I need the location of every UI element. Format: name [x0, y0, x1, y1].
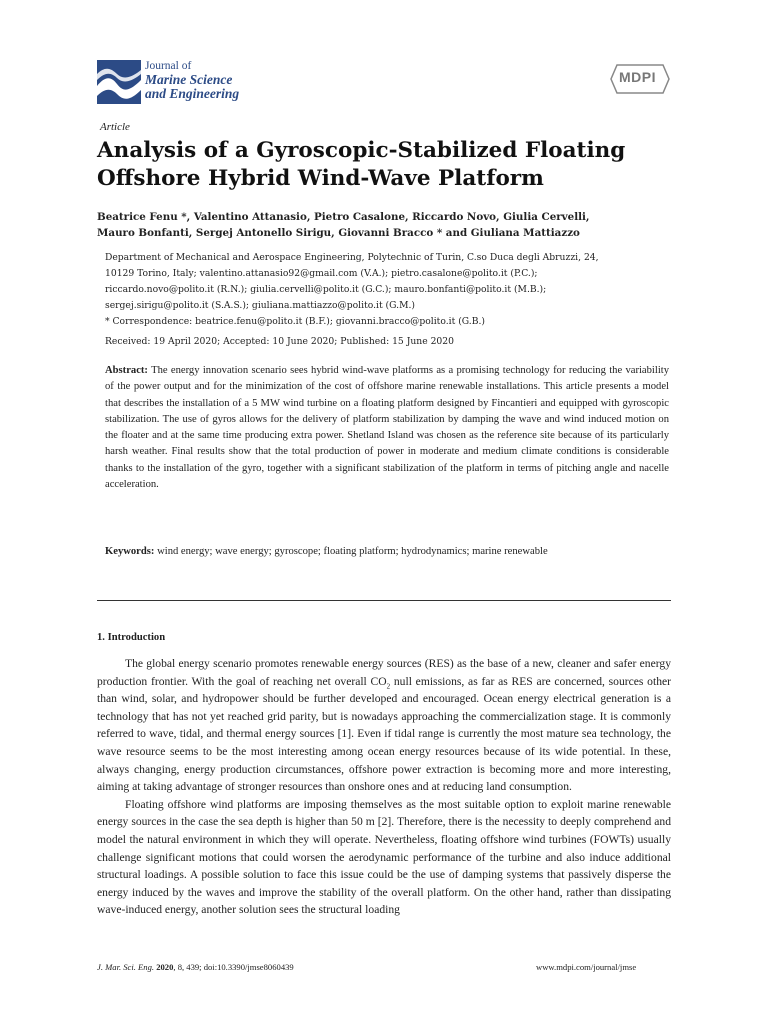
affiliation-line: riccardo.novo@polito.it (R.N.); giulia.cervelli@polito.it (G.C.); mauro.bonfanti@polito.it (M.B.); [105, 284, 547, 295]
journal-wave-icon [97, 60, 141, 104]
journal-name-line2: Marine Science [145, 72, 233, 87]
subscript: 2 [386, 681, 391, 690]
authors [97, 209, 677, 241]
affiliation-line: sergej.sirigu@polito.it (S.A.S.); giuliana.mattiazzo@polito.it (G.M.) [105, 300, 415, 311]
page-title [97, 137, 697, 193]
paragraph-text: null emissions, as far as RES are concerned, sources other than wind, solar, and hydropower should be further developed and encouraged. Ocean energy electrical generation is a technology that has not yet reached grid parity, but is nowadays approaching the commercialization stage. It is commonly referred to wave, tidal, and thermal energy sources [1]. Even if tidal range is currently the most mature sea technology, the wave resource seems to be the most interesting among ocean energy resources because of its wide potential. In these, always changing, energy production circumstances, offshore power extraction is becoming more and more interesting, aiming at taking advantage of stronger resources than onshore ones and at reducing land consumption. [97, 674, 672, 794]
title-line-2: Offshore Hybrid Wind-Wave Platform [97, 166, 544, 191]
keywords-text: wind energy; wave energy; gyroscope; floating platform; hydrodynamics; marine renewable [157, 546, 548, 557]
footer-citation [97, 962, 294, 972]
journal-name-line1: Journal of [145, 60, 192, 72]
affiliations [105, 250, 675, 330]
affiliation-line: 10129 Torino, Italy; valentino.attanasio92@gmail.com (V.A.); pietro.casalone@polito.it (P.C.); [105, 268, 538, 279]
title-line-1: Analysis of a Gyroscopic-Stabilized Floating [97, 138, 626, 163]
keywords-label: Keywords: [105, 546, 155, 557]
footer-doi: , 8, 439; doi:10.3390/jmse8060439 [173, 962, 294, 972]
abstract [105, 363, 669, 493]
abstract-label: Abstract: [105, 365, 148, 376]
publisher-name: MDPI [619, 69, 656, 85]
divider [97, 600, 671, 601]
footer-year: 2020 [156, 962, 174, 972]
abstract-text: The energy innovation scenario sees hybrid wind-wave platforms as a promising technology for reducing the variability of the power output and for the minimization of the cost of offshore marine renewable installations. This article presents a model that describes the installation of a 5 MW wind turbine on a floating platform designed by Fincantieri and equipped with gyroscopic stabilization. The use of gyros allows for the delivery of platform stabilization by damping the wave and wind induced motion on the floater and at the same time producing extra power. Shetland Island was chosen as the reference site because of its particularly harsh weather. Final results show that the total production of power in moderate and medium climate conditions is considerable thanks to the installation of the gyro, together with a significant stabilization of the platform in terms of pitching angle and nacelle acceleration. [105, 365, 669, 491]
authors-line-1: Beatrice Fenu *, Valentino Attanasio, Pietro Casalone, Riccardo Novo, Giulia Cervelli, [97, 211, 590, 223]
article-type: Article [100, 121, 130, 133]
section-heading: 1. Introduction [97, 632, 166, 643]
footer-url[interactable]: www.mdpi.com/journal/jmse [536, 962, 637, 972]
journal-logo [97, 60, 257, 106]
authors-line-2: Mauro Bonfanti, Sergej Antonello Sirigu, Giovanni Bracco * and Giuliana Mattiazzo [97, 227, 580, 239]
journal-name-line3: and Engineering [145, 86, 240, 101]
paragraph [97, 655, 671, 796]
correspondence-line: * Correspondence: beatrice.fenu@polito.it (B.F.); giovanni.bracco@polito.it (G.B.) [105, 316, 485, 327]
publisher-logo [609, 61, 671, 97]
publication-dates: Received: 19 April 2020; Accepted: 10 June 2020; Published: 15 June 2020 [105, 336, 454, 347]
keywords [105, 544, 669, 560]
footer-journal: J. Mar. Sci. Eng. [97, 962, 155, 972]
affiliation-line: Department of Mechanical and Aerospace Engineering, Polytechnic of Turin, C.so Duca degli Abruzzi, 24, [105, 252, 599, 263]
body-text [97, 655, 671, 919]
paragraph-text: The global energy scenario promotes renewable energy sources (RES) as the base of a new, cleaner and safer energy production frontier. With the goal of reaching net overall CO [97, 657, 671, 688]
paragraph: Floating offshore wind platforms are imposing themselves as the most suitable option to exploit marine renewable energy sources in the case the sea depth is higher than 50 m [2]. Therefore, there is the necessity to deeply comprehend and model the natural environment in which they will operate. Nevertheless, floating offshore wind turbines (FOWTs) usually challenge significant motions that could worsen the aerodynamic performance of the turbine and also induce additional structural loadings. A possible solution to face this issue could be the use of damping systems that passively disperse the energy induced by the waves and improve the stability of the overall platform. On the other hand, rather than dissipating wave-induced energy, another solution sees the structural loading [97, 797, 671, 917]
